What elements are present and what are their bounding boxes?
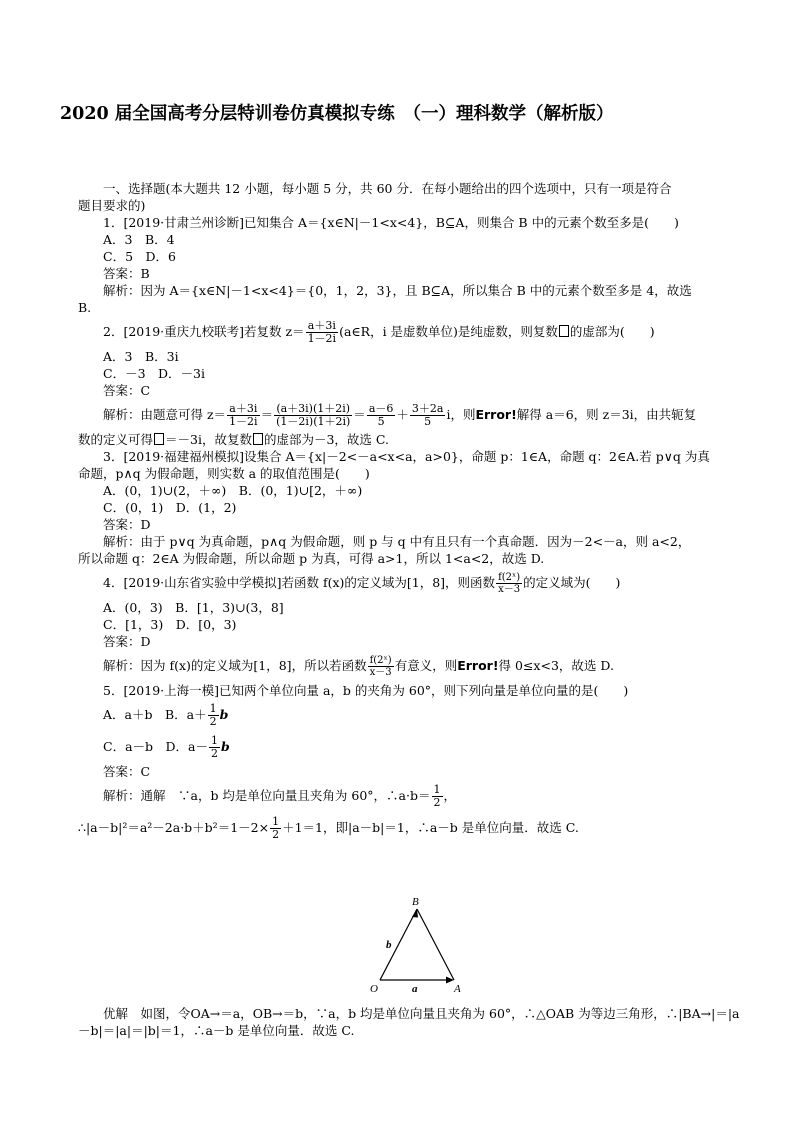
q2-fraction-2: [274, 403, 352, 428]
q5-half-num: 1: [433, 783, 441, 796]
q5-answer: 答案：C: [103, 764, 151, 779]
q5-half-num: 1: [211, 734, 218, 747]
q4-expl-den: x－3: [368, 666, 394, 678]
page-title: 2020 届全国高考分层特训卷仿真模拟专练 （一）理科数学（解析版）: [60, 104, 614, 124]
q2-f1-num: a＋3i: [229, 402, 258, 415]
q4-expl-num: f(2ˣ): [369, 655, 392, 666]
q5-opt-d-half: [209, 735, 220, 760]
q1-options-ab: A．3 B．4: [103, 232, 175, 247]
q2-error-text: Error!: [475, 407, 517, 422]
q5-opt-a-text: A．a＋b B．a＋: [103, 707, 207, 722]
q4-expl-fraction: [368, 655, 394, 678]
q5-options-ab: [78, 699, 730, 731]
q4-stem-fraction: [496, 572, 522, 595]
q2-fraction-4: [410, 403, 446, 428]
q2-stem-text-a: 2．[2019·重庆九校联考]若复数 z＝: [103, 324, 305, 339]
q2-expl-l2-c: 的虚部为－3，故选 C.: [263, 432, 389, 447]
section-heading-line2: 题目要求的): [78, 198, 146, 213]
q1-explanation-line2: B.: [78, 300, 92, 315]
q4-expl-text-c: 得 0≤x<3，故选 D.: [498, 658, 614, 673]
q2-eq-1: ＝: [260, 407, 274, 422]
q4-stem-den: x－3: [496, 583, 522, 595]
q2-expl-text-c: 解得 a＝6，则 z＝3i，由共轭复: [516, 407, 697, 422]
q2-f1-den: 1－2i: [229, 415, 258, 428]
q1-answer: 答案：B: [103, 266, 150, 281]
section-heading-line1: 一、选择题(本大题共 12 小题，每小题 5 分，共 60 分．在每小题给出的四个选项中，只有一项是符合: [103, 181, 672, 196]
q2-stem: [78, 316, 730, 348]
q5-optimal-line1: 优解 如图，令OA→＝a，OB→＝b，∵a，b 均是单位向量且夹角为 60°，∴△OAB 为等边三角形，∴|BA→|＝|a: [103, 1006, 740, 1021]
arrowhead-b-icon: [412, 909, 418, 918]
triangle-figure: [362, 895, 472, 995]
q2-f3-den: 5: [367, 415, 396, 428]
edge-ba: [417, 909, 454, 980]
q5-opt-b-half: [208, 703, 219, 728]
q5-half-den: 2: [272, 828, 280, 841]
q4-expl-text-b: 有意义，则: [394, 658, 458, 673]
q2-fraction-1: [227, 403, 260, 428]
q2-answer: 答案：C: [103, 383, 151, 398]
q1-stem: 1．[2019·甘肃兰州诊断]已知集合 A＝{x∈N|－1<x<4}，B⊆A，则集合 B 中的元素个数至多是( ): [103, 215, 679, 230]
q4-options-cd: C．[1，3) D．[0，3): [103, 617, 237, 632]
q5-opt-b-vector: b: [219, 707, 229, 722]
q5-expl-l2-b: ＋1＝1，即|a－b|＝1，∴a－b 是单位向量．故选 C.: [282, 820, 579, 835]
q5-expl-l2-a: ∴|a－b|²＝a²－2a·b＋b²＝1－2×: [78, 820, 270, 835]
q5-half-den: 2: [211, 747, 218, 760]
q2-expl-text-a: 解析：由题意可得 z＝: [103, 407, 227, 422]
q5-options-cd: [78, 731, 730, 763]
q2-explanation-line1: [78, 399, 730, 431]
q1-explanation-line1: 解析：因为 A＝{x∈N|－1<x<4}＝{0，1，2，3}，且 B⊆A，所以集合 B 中的元素个数至多是 4，故选: [103, 283, 692, 298]
q5-explanation-line1: [78, 780, 730, 812]
q5-half-den: 2: [433, 796, 441, 809]
q2-options-cd: C．－3 D．－3i: [103, 366, 205, 381]
q5-stem: 5．[2019·上海一模]已知两个单位向量 a，b 的夹角为 60°，则下列向量是单位向量的是( ): [103, 683, 629, 698]
q2-expl-text-b: i，则: [446, 407, 476, 422]
conjugate-z-glyph: [559, 325, 569, 337]
label-a: A: [454, 983, 461, 995]
q5-opt-d-vector: b: [221, 739, 230, 754]
q3-answer: 答案：D: [103, 517, 151, 532]
q4-explanation: [78, 650, 730, 682]
q5-comma: ，: [443, 788, 457, 803]
q5-expl-half: [432, 784, 443, 809]
q3-options-cd: C．(0，1) D．(1，2): [103, 500, 237, 515]
q2-explanation-line2: [78, 431, 730, 448]
conjugate-z-glyph: [154, 433, 164, 445]
q2-plus: ＋: [396, 407, 409, 422]
label-b: B: [412, 896, 419, 908]
q4-stem-num: f(2ˣ): [498, 572, 521, 583]
q2-stem-text-b: (a∈R，i 是虚数单位)是纯虚数，则复数: [339, 324, 558, 339]
q4-error-text: Error!: [457, 658, 499, 673]
q5-half-num: 1: [209, 702, 217, 715]
q2-stem-text-c: 的虚部为( ): [569, 324, 655, 339]
q1-options-cd: C．5 D．6: [103, 249, 176, 264]
label-edge-b: b: [386, 939, 392, 951]
q3-stem-line2: 命题，p∧q 为假命题，则实数 a 的取值范围是( ): [78, 466, 370, 481]
q2-options-ab: A．3 B．3i: [103, 349, 179, 364]
q2-expl-l2-b: ＝－3i，故复数: [165, 432, 252, 447]
q3-stem-line1: 3．[2019·福建福州模拟]设集合 A＝{x|－2<－a<x<a，a>0}，命题 p：1∈A，命题 q：2∈A.若 p∨q 为真: [103, 449, 710, 464]
q2-fraction-3: [367, 403, 396, 428]
q2-eq-2: ＝: [353, 407, 366, 422]
q2-stem-fraction: [306, 320, 339, 345]
q2-f4-num: 3＋2a: [411, 402, 444, 415]
q2-f2-den: (1－2i)(1＋2i): [276, 415, 351, 428]
q4-stem-text-a: 4．[2019·山东省实验中学模拟]若函数 f(x)的定义域为[1，8]，则函数: [103, 575, 496, 590]
q4-expl-text-a: 解析：因为 f(x)的定义域为[1，8]，所以若函数: [103, 658, 367, 673]
q5-half-den: 2: [209, 715, 217, 728]
q5-expl-l2-half: [270, 816, 281, 841]
document-body-bottom: [78, 1005, 740, 1039]
document-body: [78, 180, 730, 844]
q5-explanation-line2: [78, 812, 730, 844]
q4-options-ab: A．(0，3) B．[1，3)∪(3，8]: [103, 600, 284, 615]
q2-expl-l2-a: 数的定义可得: [78, 432, 154, 447]
q3-explanation-line2: 所以命题 q：2∈A 为假命题，所以命题 p 为真，可得 a>1，所以 1<a<2，故选 D.: [78, 551, 545, 566]
q5-optimal-line2: －b|＝|a|＝|b|＝1，∴a－b 是单位向量．故选 C.: [78, 1023, 355, 1038]
q5-expl-text-a: 解析：通解 ∵a，b 均是单位向量且夹角为 60°，∴a·b＝: [103, 788, 431, 803]
q3-explanation-line1: 解析：由于 p∨q 为真命题，p∧q 为假命题，则 p 与 q 中有且只有一个真命题．因为－2<－a，则 a<2，: [103, 534, 691, 549]
q2-stem-numerator: a＋3i: [307, 319, 336, 332]
conjugate-z-glyph: [253, 433, 263, 445]
q2-f2-num: (a＋3i)(1＋2i): [276, 402, 351, 415]
q4-stem: [78, 567, 730, 599]
q4-stem-text-b: 的定义域为( ): [523, 575, 621, 590]
q3-options-ab: A．(0，1)∪(2，＋∞) B．(0，1)∪[2，＋∞): [103, 483, 363, 498]
label-o: O: [370, 983, 378, 995]
label-edge-a: a: [412, 983, 418, 995]
q5-half-num: 1: [272, 815, 280, 828]
q2-stem-denominator: 1－2i: [307, 332, 337, 345]
q5-opt-c-text: C．a－b D．a－: [103, 739, 208, 754]
q4-answer: 答案：D: [103, 634, 151, 649]
q2-f3-num: a－6: [368, 402, 394, 415]
q2-f4-den: 5: [410, 415, 446, 428]
